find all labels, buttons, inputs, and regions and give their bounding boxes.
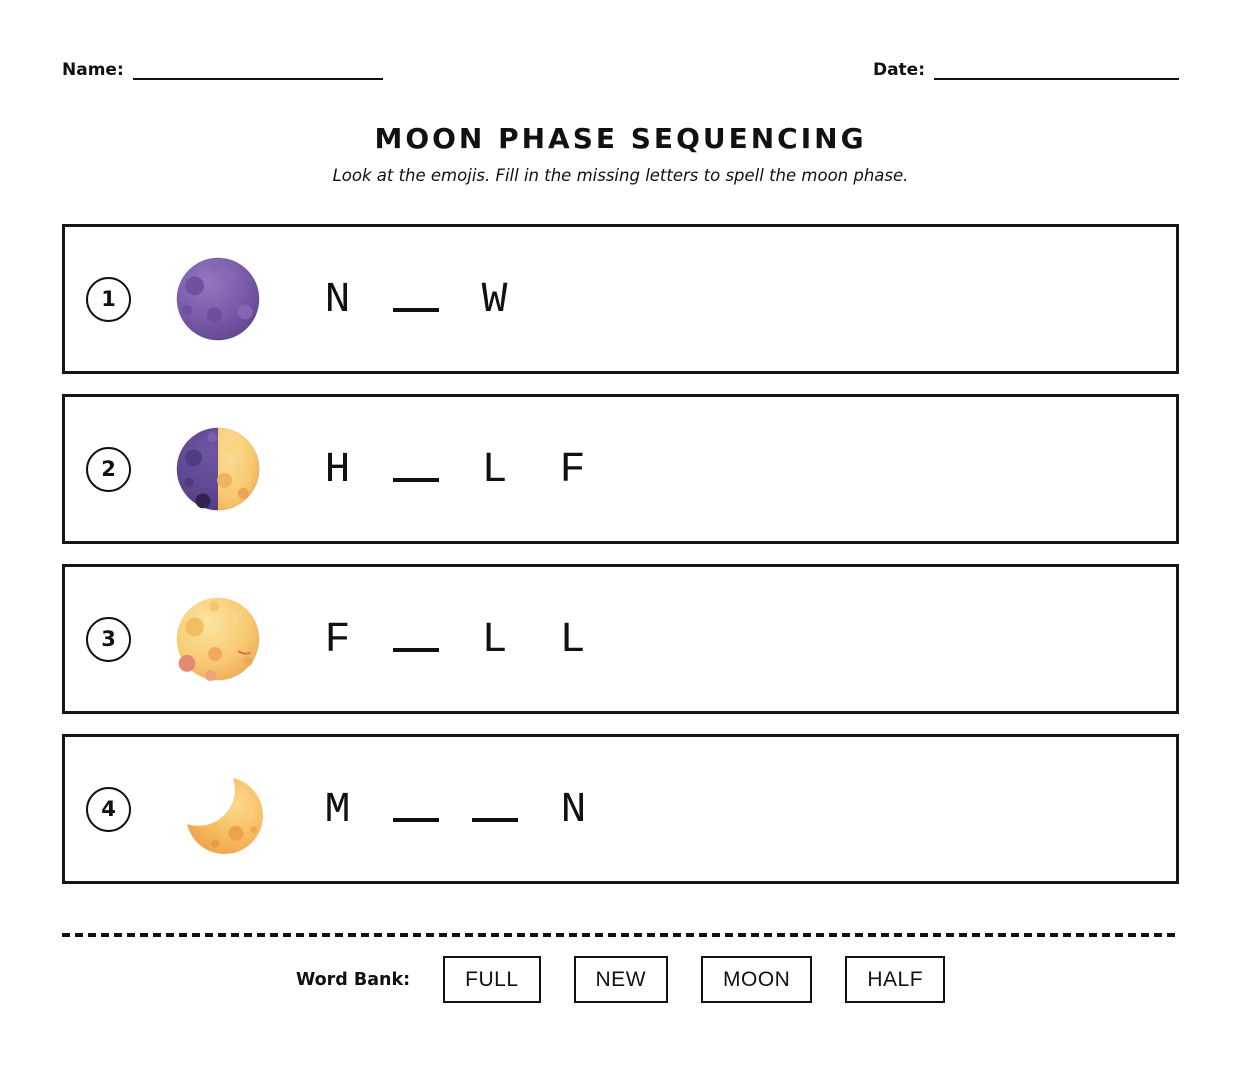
word-bank-words <box>443 956 945 1003</box>
header <box>0 0 1241 80</box>
missing-letter-blank[interactable] <box>393 818 439 822</box>
given-letter: L <box>481 444 508 494</box>
crescent-moon-emoji <box>173 764 263 854</box>
row-number-badge: 3 <box>86 617 131 662</box>
answer-letters <box>315 784 596 834</box>
answer-letters <box>315 444 595 494</box>
question-row-4 <box>62 734 1179 884</box>
date-write-line[interactable] <box>934 60 1179 80</box>
instructions-text: Look at the emojis. Fill in the missing letters to spell the moon phase. <box>332 166 909 186</box>
page-title: MOON PHASE SEQUENCING <box>374 122 867 156</box>
date-label: Date: <box>872 60 925 80</box>
answer-letters <box>315 274 517 324</box>
full-moon-emoji <box>173 594 263 684</box>
name-field <box>62 60 383 80</box>
answer-letters <box>315 614 595 664</box>
given-letter: L <box>481 614 508 664</box>
missing-letter-blank[interactable] <box>472 818 518 822</box>
word-bank-word: HALF <box>845 956 945 1003</box>
given-letter: N <box>324 274 351 324</box>
dashed-divider <box>62 933 1179 937</box>
word-bank-word: FULL <box>443 956 540 1003</box>
missing-letter-blank[interactable] <box>393 478 439 482</box>
missing-letter-blank[interactable] <box>393 648 439 652</box>
word-bank-word: MOON <box>701 956 812 1003</box>
word-bank <box>0 956 1241 1003</box>
name-label: Name: <box>62 60 124 80</box>
name-write-line[interactable] <box>133 60 383 80</box>
new-moon-emoji <box>173 254 263 344</box>
row-number-badge: 2 <box>86 447 131 492</box>
given-letter: F <box>324 614 351 664</box>
half-moon-emoji <box>173 424 263 514</box>
row-number-badge: 1 <box>86 277 131 322</box>
question-row-3 <box>62 564 1179 714</box>
missing-letter-blank[interactable] <box>393 308 439 312</box>
question-row-2 <box>62 394 1179 544</box>
given-letter: F <box>559 444 586 494</box>
given-letter: L <box>559 614 586 664</box>
date-field <box>873 60 1179 80</box>
row-number-badge: 4 <box>86 787 131 832</box>
word-bank-label: Word Bank: <box>295 969 411 990</box>
given-letter: H <box>324 444 351 494</box>
question-rows <box>62 224 1179 884</box>
given-letter: W <box>481 274 508 324</box>
given-letter: M <box>324 784 351 834</box>
question-row-1 <box>62 224 1179 374</box>
word-bank-word: NEW <box>574 956 669 1003</box>
given-letter: N <box>560 784 587 834</box>
